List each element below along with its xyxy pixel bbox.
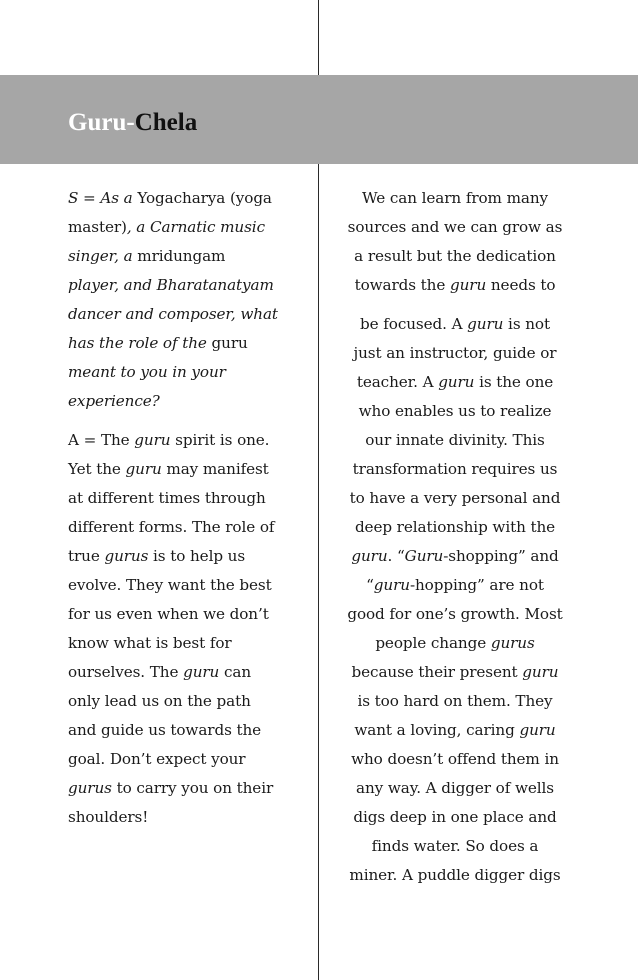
- text-run: Yogacharya (yoga: [137, 189, 272, 207]
- text-line: [68, 658, 308, 687]
- text-run: people change: [375, 634, 491, 652]
- text-line: who doesn’t offend them in: [351, 750, 559, 768]
- text-line: [330, 629, 580, 658]
- text-run: gurus: [104, 547, 149, 565]
- text-run: -hopping” are not: [409, 576, 544, 594]
- text-run: gurus: [490, 634, 535, 652]
- left-column: [68, 184, 308, 832]
- text-line: any way. A digger of wells: [356, 779, 554, 797]
- text-run: true: [68, 547, 105, 565]
- text-run: can: [219, 663, 252, 681]
- text-run: guru: [125, 460, 162, 478]
- text-run: guru: [467, 315, 504, 333]
- text-run: gurus: [68, 779, 112, 797]
- text-line: [68, 184, 308, 213]
- text-line: [68, 426, 308, 455]
- text-line: miner. A puddle digger digs: [349, 866, 561, 884]
- text-line: only lead us on the path: [68, 692, 251, 710]
- text-line: [68, 455, 308, 484]
- text-run: As a: [100, 189, 138, 207]
- text-line: [68, 542, 308, 571]
- text-line: deep relationship with the: [354, 518, 556, 536]
- title-guru: Guru-: [68, 109, 135, 136]
- text-run: guru: [438, 373, 475, 391]
- text-line: [330, 368, 580, 397]
- text-line: [330, 658, 580, 687]
- text-run: guru: [519, 721, 556, 739]
- text-line: shoulders!: [68, 808, 149, 826]
- text-line: [330, 542, 580, 571]
- paragraph-gap: [68, 416, 308, 426]
- text-run: want a loving, caring: [354, 721, 520, 739]
- text-run: has the role of the: [68, 334, 212, 352]
- text-run: experience?: [68, 392, 160, 410]
- text-run: is the one: [474, 373, 554, 391]
- answer-block: [68, 426, 308, 832]
- text-line: We can learn from many: [362, 189, 548, 207]
- text-run: -shopping” and: [443, 547, 559, 565]
- text-run: . “: [387, 547, 405, 565]
- text-line: who enables us to realize: [358, 402, 552, 420]
- text-line: know what is best for: [68, 634, 232, 652]
- text-line: [68, 300, 308, 329]
- text-run: mridungam: [137, 247, 226, 265]
- text-run: guru: [522, 663, 559, 681]
- text-run: towards the: [354, 276, 450, 294]
- text-line: a result but the dedication: [354, 247, 556, 265]
- text-run: , a Carnatic music: [126, 218, 265, 236]
- text-run: meant to you in your: [68, 363, 226, 381]
- text-run: teacher. A: [356, 373, 439, 391]
- text-run: guru: [373, 576, 410, 594]
- text-line: and guide us towards the: [68, 721, 262, 739]
- text-line: [68, 774, 308, 803]
- text-run: may manifest: [161, 460, 269, 478]
- text-run: be focused. A: [360, 315, 468, 333]
- text-line: [68, 387, 308, 416]
- text-run: to carry you on their: [111, 779, 274, 797]
- text-line: [330, 271, 580, 300]
- text-run: ourselves. The: [68, 663, 184, 681]
- right-column: [330, 184, 580, 890]
- text-line: goal. Don’t expect your: [68, 750, 246, 768]
- section-title: [68, 108, 197, 138]
- text-line: transformation requires us: [352, 460, 558, 478]
- question-block: [68, 184, 308, 416]
- text-line: finds water. So does a: [371, 837, 539, 855]
- text-run: singer, a: [68, 247, 138, 265]
- text-run: is not: [503, 315, 550, 333]
- text-line: for us even when we don’t: [68, 605, 269, 623]
- text-line: [330, 571, 580, 600]
- text-line: is too hard on them. They: [357, 692, 553, 710]
- text-line: [68, 242, 308, 271]
- text-run: guru: [183, 663, 220, 681]
- text-run: guru: [351, 547, 388, 565]
- text-line: [68, 329, 308, 358]
- text-run: guru: [134, 431, 171, 449]
- text-line: digs deep in one place and: [353, 808, 557, 826]
- text-run: A = The: [68, 431, 135, 449]
- text-line: just an instructor, guide or: [353, 344, 557, 362]
- text-line: good for one’s growth. Most: [347, 605, 563, 623]
- text-run: Guru: [404, 547, 444, 565]
- text-run: because their present: [351, 663, 523, 681]
- text-line: at different times through: [68, 489, 266, 507]
- text-line: evolve. They want the best: [68, 576, 272, 594]
- text-line: [68, 358, 308, 387]
- paragraph-gap: [330, 300, 580, 310]
- title-chela: Chela: [134, 109, 198, 136]
- text-line: our innate divinity. This: [365, 431, 545, 449]
- text-run: spirit is one.: [170, 431, 270, 449]
- text-run: Yet the: [68, 460, 126, 478]
- text-run: master): [68, 218, 127, 236]
- text-run: player, and Bharatanatyam: [68, 276, 274, 294]
- text-line: to have a very personal and: [349, 489, 561, 507]
- text-run: dancer and composer, what: [68, 305, 278, 323]
- text-line: [330, 716, 580, 745]
- text-run: guru: [211, 334, 248, 352]
- text-line: sources and we can grow as: [347, 218, 563, 236]
- text-run: is to help us: [148, 547, 246, 565]
- text-line: [68, 271, 308, 300]
- text-line: [330, 310, 580, 339]
- text-run: guru: [449, 276, 487, 294]
- text-line: [68, 213, 308, 242]
- text-run: S =: [68, 189, 101, 207]
- text-line: different forms. The role of: [68, 518, 275, 536]
- text-run: needs to: [486, 276, 556, 294]
- text-run: “: [366, 576, 374, 594]
